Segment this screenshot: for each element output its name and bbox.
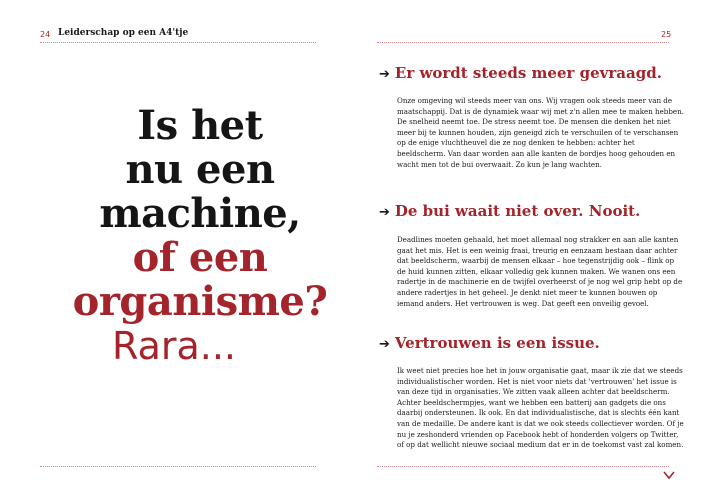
section-heading <box>379 334 679 354</box>
section <box>379 202 683 308</box>
top-rule <box>377 42 669 43</box>
section-body: Deadlines moeten gehaald, het moet allemaal nog strakker en aan alle kanten gaat het mis. Het is een weinig fraai, treurig en eenzaam bestaan daar achter dat beeldscherm, waarbij de mensen elkaar – hoe tegenstrijdig ook – flink op de huid kunnen zitten, elkaar volledig gek kunnen maken. We wanen ons een radertje in de machinerie en de twijfel overheerst of je nog wel grip hebt op de andere radertjes in het geheel. Je denkt niet meer te kunnen bouwen op iemand anders. Het vertrouwen is weg. Dat geeft een onveilig gevoel. <box>397 235 683 308</box>
section-heading-text: De bui waait niet over. Nooit. <box>394 202 641 220</box>
headline-line: nu een <box>125 146 275 193</box>
chevron-down-icon[interactable] <box>663 470 675 480</box>
section-heading <box>379 202 679 222</box>
arrow-right-icon: ➔ <box>379 205 390 220</box>
section-body: Onze omgeving wil steeds meer van ons. Wij vragen ook steeds meer van de maatschappij. Dat is de dynamiek waar wij met z'n allen mee te maken hebben. De snelheid neemt toe. De stress neemt toe. De mensen die denken het niet meer bij te kunnen houden, zijn geneigd zich te verschuilen of te verschansen op de enige vluchtheuvel die ze nog denken te hebben: achter het beeldscherm. Van daar worden aan alle kanten de bordjes hoog gehouden en wacht men tot de bui overwaait. Zo kun je lang wachten. <box>397 96 684 169</box>
subline: Rara... <box>112 324 237 368</box>
arrow-right-icon: ➔ <box>379 67 390 82</box>
section-heading-text: Vertrouwen is een issue. <box>394 334 600 352</box>
page-number: 25 <box>661 30 672 39</box>
bottom-rule <box>377 466 669 467</box>
headline-line: machine, <box>99 190 301 237</box>
headline-line: Is het <box>137 102 263 149</box>
section <box>379 334 684 450</box>
running-title: Leiderschap op een A4'tje <box>58 28 189 38</box>
bottom-rule <box>40 466 316 467</box>
headline <box>70 104 330 324</box>
page-number: 24 <box>40 30 51 39</box>
headline-line-accent: organisme? <box>72 278 328 325</box>
arrow-right-icon: ➔ <box>379 337 390 352</box>
section-heading <box>379 64 679 84</box>
headline-line-accent: of een <box>132 234 268 281</box>
section-body: Ik weet niet precies hoe het in jouw organisatie gaat, maar ik zie dat we steeds individualistischer worden. Het is niet voor niets dat 'vertrouwen' het issue is van deze tijd in organisaties. We zitten vaak alleen achter dat beeldscherm. Achter beeldschermpjes, want we hebben een batterij aan gadgets die ons daarbij ondersteunen. Ik ook. En dat individualistische, dat is slechts één kant van de medaille. De andere kant is dat we ook steeds collectiever worden. Of je nu je zeshonderd vrienden op Facebook hebt of honderden volgers op Twitter, of op dat wellicht nieuwe sociaal medium dat er in de toekomst vast zal komen. <box>397 366 684 450</box>
section <box>379 64 684 169</box>
section-heading-text: Er wordt steeds meer gevraagd. <box>394 64 662 82</box>
right-page <box>357 0 714 500</box>
top-rule <box>40 42 316 43</box>
